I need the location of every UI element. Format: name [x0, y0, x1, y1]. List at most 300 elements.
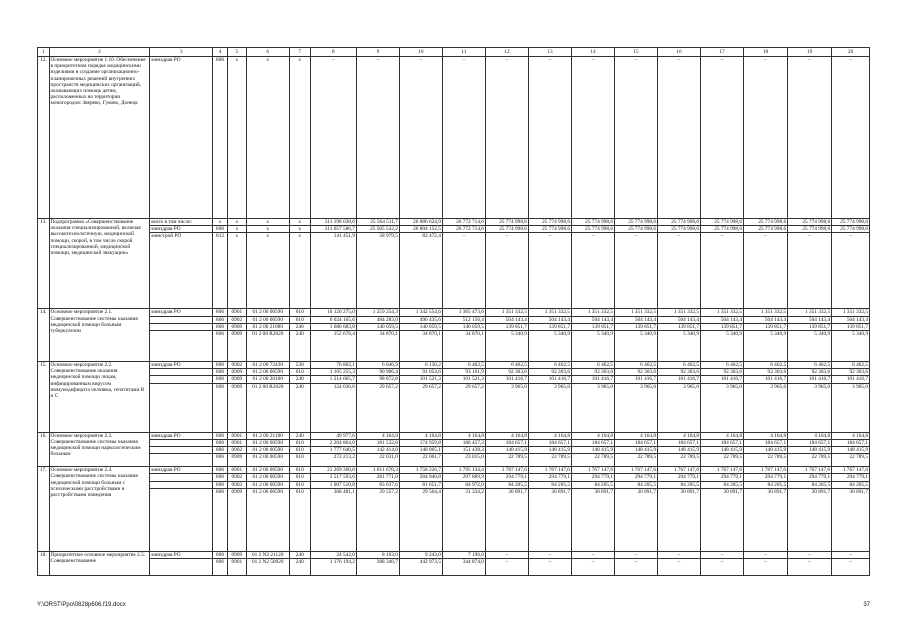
- year-amount-cell: 4 164,8: [571, 432, 614, 439]
- year-amount-cell: 34 870,1: [442, 331, 485, 362]
- executor-cell: [150, 454, 213, 467]
- expense-type-cell: 240: [289, 376, 310, 383]
- year-amount-cell: 34 870,1: [399, 331, 442, 362]
- grbs-code-cell: 806: [213, 559, 228, 576]
- year-amount-cell: –: [658, 57, 701, 219]
- grbs-code-cell: 806: [213, 316, 228, 323]
- expense-type-cell: 610: [289, 316, 310, 323]
- year-amount-cell: 139 851,7: [614, 323, 657, 330]
- year-amount-cell: 22 789,5: [528, 454, 571, 467]
- executor-cell: всего в том числе:: [150, 219, 213, 226]
- executor-cell: минздрав РО: [150, 362, 213, 369]
- table-row: [38, 323, 870, 330]
- year-amount-cell: 5 340,9: [701, 331, 744, 362]
- section-code-cell: 0902: [227, 447, 246, 454]
- year-amount-cell: –: [744, 57, 788, 219]
- table-row: [38, 474, 870, 481]
- target-article-cell: 01 2 00 00590: [246, 467, 289, 474]
- year-amount-cell: 22 789,5: [571, 454, 614, 467]
- section-code-cell: х: [227, 233, 246, 309]
- year-amount-cell: 297 889,9: [442, 474, 485, 481]
- expense-type-cell: х: [289, 226, 310, 233]
- executor-cell: минздрав РО: [150, 432, 213, 439]
- year-amount-cell: –: [571, 233, 614, 309]
- expense-type-cell: 610: [289, 439, 310, 446]
- executor-cell: минздрав РО: [150, 57, 213, 219]
- header-cell: 19: [788, 48, 832, 57]
- year-amount-cell: 1 351 332,5: [832, 309, 870, 316]
- target-article-cell: х: [246, 219, 289, 226]
- file-path: Y:\ORST\Ppo\0828p606.f19.docx: [37, 602, 126, 608]
- year-amount-cell: 101 416,7: [614, 376, 657, 383]
- year-amount-cell: 490 435,6: [399, 316, 442, 323]
- year-amount-cell: 6 462,5: [614, 362, 657, 369]
- year-amount-cell: –: [614, 551, 657, 558]
- year-amount-cell: –: [658, 559, 701, 576]
- grbs-code-cell: 806: [213, 369, 228, 376]
- grbs-code-cell: 806: [213, 447, 228, 454]
- table-row: [38, 481, 870, 488]
- year-amount-cell: 26 886 624,9: [399, 219, 442, 226]
- year-amount-cell: 6 462,5: [744, 362, 788, 369]
- executor-cell: [150, 447, 213, 454]
- executor-cell: [150, 376, 213, 383]
- year-amount-cell: –: [701, 559, 744, 576]
- section-code-cell: 0909: [227, 383, 246, 432]
- section-code-cell: 0902: [227, 474, 246, 481]
- year-amount-cell: 148 415,9: [614, 447, 657, 454]
- year-amount-cell: 25 774 998,6: [614, 226, 657, 233]
- budget-table-page: [37, 47, 870, 576]
- year-amount-cell: 101 416,7: [571, 376, 614, 383]
- header-cell: 14: [571, 48, 614, 57]
- year-amount-cell: 184 657,1: [744, 439, 788, 446]
- grbs-code-cell: 806: [213, 331, 228, 362]
- year-amount-cell: 25 774 998,6: [485, 226, 528, 233]
- year-amount-cell: 281 771,0: [356, 474, 399, 481]
- year-amount-cell: 25 774 998,6: [744, 219, 788, 226]
- year-amount-cell: 4 164,8: [788, 432, 832, 439]
- total-amount-cell: 311 057 586,7: [310, 226, 356, 233]
- year-amount-cell: 93 161,9: [442, 369, 485, 376]
- year-amount-cell: 7 196,0: [442, 551, 485, 558]
- year-amount-cell: –: [832, 559, 870, 576]
- year-amount-cell: 504 143,4: [744, 316, 788, 323]
- section-code-cell: 0909: [227, 331, 246, 362]
- section-code-cell: 0909: [227, 376, 246, 383]
- expense-type-cell: 240: [289, 559, 310, 576]
- year-amount-cell: 84 205,5: [832, 481, 870, 488]
- year-amount-cell: 148 415,9: [701, 447, 744, 454]
- year-amount-cell: 25 774 998,6: [485, 219, 528, 226]
- year-amount-cell: 1 351 332,5: [658, 309, 701, 316]
- total-amount-cell: 1 214 665,7: [310, 376, 356, 383]
- year-amount-cell: 101 521,3: [442, 376, 485, 383]
- year-amount-cell: 504 143,4: [788, 316, 832, 323]
- year-amount-cell: –: [614, 57, 657, 219]
- year-amount-cell: 92 303,6: [744, 369, 788, 376]
- year-amount-cell: 92 303,6: [528, 369, 571, 376]
- expense-type-cell: 240: [289, 383, 310, 432]
- expense-type-cell: 530: [289, 362, 310, 369]
- year-amount-cell: 26 772 714,6: [442, 219, 485, 226]
- row-number: 14.: [38, 309, 50, 362]
- year-amount-cell: –: [528, 551, 571, 558]
- year-amount-cell: 184 657,1: [701, 439, 744, 446]
- year-amount-cell: 1 767 147,6: [528, 467, 571, 474]
- section-code-cell: 0909: [227, 488, 246, 551]
- page-number: 37: [863, 602, 870, 608]
- table-row: [38, 331, 870, 362]
- year-amount-cell: 4 164,8: [528, 432, 571, 439]
- year-amount-cell: 5 340,9: [658, 331, 701, 362]
- year-amount-cell: 8 103,0: [356, 551, 399, 558]
- year-amount-cell: 148 415,9: [788, 447, 832, 454]
- year-amount-cell: 25 774 998,6: [614, 219, 657, 226]
- year-amount-cell: 139 851,7: [528, 323, 571, 330]
- year-amount-cell: 1 351 332,5: [571, 309, 614, 316]
- year-amount-cell: 5 340,9: [788, 331, 832, 362]
- year-amount-cell: 3 965,0: [614, 383, 657, 432]
- grbs-code-cell: х: [213, 219, 228, 226]
- year-amount-cell: 504 143,4: [528, 316, 571, 323]
- year-amount-cell: 1 767 147,6: [658, 467, 701, 474]
- year-amount-cell: 294 779,1: [571, 474, 614, 481]
- grbs-code-cell: 806: [213, 488, 228, 551]
- total-amount-cell: 76 802,1: [310, 362, 356, 369]
- total-amount-cell: 49 977,6: [310, 432, 356, 439]
- target-article-cell: х: [246, 57, 289, 219]
- target-article-cell: 01 2 00 R2020: [246, 331, 289, 362]
- grbs-code-cell: 806: [213, 226, 228, 233]
- grbs-code-cell: 806: [213, 57, 228, 219]
- year-amount-cell: 1 351 332,5: [744, 309, 788, 316]
- year-amount-cell: 142 414,0: [356, 447, 399, 454]
- total-amount-cell: 272 213,2: [310, 454, 356, 467]
- year-amount-cell: 4 164,8: [658, 432, 701, 439]
- executor-cell: минздрав РО: [150, 467, 213, 474]
- year-amount-cell: 1 758 226,7: [399, 467, 442, 474]
- year-amount-cell: 25 774 998,6: [528, 226, 571, 233]
- year-amount-cell: 284 940,8: [399, 474, 442, 481]
- year-amount-cell: 30 891,7: [614, 488, 657, 551]
- year-amount-cell: 58 979,5: [356, 233, 399, 309]
- year-amount-cell: 6 462,5: [658, 362, 701, 369]
- section-code-cell: 0909: [227, 323, 246, 330]
- year-amount-cell: 6 462,5: [832, 362, 870, 369]
- year-amount-cell: 294 779,1: [832, 474, 870, 481]
- section-code-cell: 0909: [227, 551, 246, 558]
- target-article-cell: 01 2 00 00590: [246, 447, 289, 454]
- year-amount-cell: 22 789,5: [832, 454, 870, 467]
- executor-cell: минздрав РО: [150, 551, 213, 558]
- executor-cell: [150, 559, 213, 576]
- year-amount-cell: 101 416,7: [744, 376, 788, 383]
- section-code-cell: 0901: [227, 467, 246, 474]
- table-row: [38, 376, 870, 383]
- table-row: [38, 226, 870, 233]
- year-amount-cell: 34 870,1: [356, 331, 399, 362]
- total-amount-cell: 1 105 255,3: [310, 369, 356, 376]
- year-amount-cell: 1 351 332,5: [788, 309, 832, 316]
- total-amount-cell: 152 678,4: [310, 331, 356, 362]
- table-row: [38, 57, 870, 219]
- year-amount-cell: 294 779,1: [528, 474, 571, 481]
- table-row: [38, 309, 870, 316]
- header-cell: 6: [246, 48, 289, 57]
- target-article-cell: 01 2 00 R2020: [246, 383, 289, 432]
- table-row: [38, 439, 870, 446]
- year-amount-cell: 25 564 511,7: [356, 219, 399, 226]
- year-amount-cell: 294 779,1: [658, 474, 701, 481]
- year-amount-cell: –: [701, 551, 744, 558]
- year-amount-cell: –: [788, 551, 832, 558]
- year-amount-cell: 5 340,9: [744, 331, 788, 362]
- target-article-cell: 01 2 00 00590: [246, 369, 289, 376]
- total-amount-cell: 124 036,6: [310, 383, 356, 432]
- year-amount-cell: 29 657,2: [399, 383, 442, 432]
- year-amount-cell: 5 340,9: [528, 331, 571, 362]
- year-amount-cell: 442 973,5: [399, 559, 442, 576]
- table-row: [38, 316, 870, 323]
- year-amount-cell: 1 351 332,5: [485, 309, 528, 316]
- year-amount-cell: 294 779,1: [701, 474, 744, 481]
- year-amount-cell: –: [701, 233, 744, 309]
- year-amount-cell: 29 564,4: [399, 488, 442, 551]
- executor-cell: [150, 474, 213, 481]
- expense-type-cell: х: [289, 57, 310, 219]
- total-amount-cell: –: [310, 57, 356, 219]
- year-amount-cell: 4 164,8: [399, 432, 442, 439]
- header-cell: 2: [49, 48, 150, 57]
- event-title: Подпрограмма «Совершенствование оказания специализированной, включая высокотехнологичную, медицинской помощи, скорой, в том числе скорой специализированной, медицинской помощи, медицинской эвакуации»: [49, 219, 150, 309]
- year-amount-cell: –: [399, 57, 442, 219]
- row-number: 18.: [38, 551, 50, 575]
- total-amount-cell: 368 481,1: [310, 488, 356, 551]
- grbs-code-cell: 806: [213, 432, 228, 439]
- year-amount-cell: –: [485, 57, 528, 219]
- year-amount-cell: 4 164,8: [442, 432, 485, 439]
- table-row: [38, 362, 870, 369]
- grbs-code-cell: 806: [213, 362, 228, 369]
- year-amount-cell: 504 143,4: [832, 316, 870, 323]
- year-amount-cell: –: [832, 57, 870, 219]
- year-amount-cell: 484 283,0: [356, 316, 399, 323]
- year-amount-cell: 25 774 998,6: [528, 219, 571, 226]
- year-amount-cell: 92 303,6: [614, 369, 657, 376]
- header-cell: 16: [658, 48, 701, 57]
- year-amount-cell: 6 130,2: [399, 362, 442, 369]
- target-article-cell: 01 2 00 00590: [246, 488, 289, 551]
- executor-cell: минздрав РО: [150, 309, 213, 316]
- year-amount-cell: 3 965,0: [744, 383, 788, 432]
- header-cell: 12: [485, 48, 528, 57]
- year-amount-cell: 22 789,5: [658, 454, 701, 467]
- year-amount-cell: 30 891,7: [788, 488, 832, 551]
- grbs-code-cell: 806: [213, 323, 228, 330]
- target-article-cell: 01 2 00 00590: [246, 454, 289, 467]
- year-amount-cell: 29 557,2: [356, 488, 399, 551]
- year-amount-cell: 139 851,7: [485, 323, 528, 330]
- target-article-cell: 01 2 00 00590: [246, 309, 289, 316]
- year-amount-cell: 83 037,6: [356, 481, 399, 488]
- header-cell: 20: [832, 48, 870, 57]
- year-amount-cell: 6 462,5: [571, 362, 614, 369]
- year-amount-cell: 4 164,8: [485, 432, 528, 439]
- year-amount-cell: 3 965,0: [571, 383, 614, 432]
- year-amount-cell: –: [485, 551, 528, 558]
- year-amount-cell: 25 774 998,6: [658, 219, 701, 226]
- year-amount-cell: 3 965,0: [528, 383, 571, 432]
- header-cell: 3: [150, 48, 213, 57]
- year-amount-cell: 84 205,5: [485, 481, 528, 488]
- grbs-code-cell: 806: [213, 454, 228, 467]
- year-amount-cell: 30 891,7: [701, 488, 744, 551]
- year-amount-cell: 22 789,5: [614, 454, 657, 467]
- section-code-cell: 0902: [227, 316, 246, 323]
- year-amount-cell: 84 205,5: [744, 481, 788, 488]
- year-amount-cell: 3 965,0: [832, 383, 870, 432]
- target-article-cell: 01 2 00 21100: [246, 432, 289, 439]
- section-code-cell: 0902: [227, 362, 246, 369]
- year-amount-cell: 101 416,7: [528, 376, 571, 383]
- year-amount-cell: 184 657,1: [571, 439, 614, 446]
- table-row: [38, 551, 870, 558]
- expense-type-cell: х: [289, 219, 310, 226]
- year-amount-cell: 25 774 998,6: [788, 219, 832, 226]
- year-amount-cell: 1 811 670,3: [356, 467, 399, 474]
- year-amount-cell: 31 334,2: [442, 488, 485, 551]
- year-amount-cell: –: [614, 559, 657, 576]
- year-amount-cell: 92 303,6: [832, 369, 870, 376]
- year-amount-cell: 25 774 998,6: [701, 219, 744, 226]
- table-row: [38, 233, 870, 309]
- executor-cell: [150, 383, 213, 432]
- executor-cell: [150, 369, 213, 376]
- year-amount-cell: –: [442, 233, 485, 309]
- expense-type-cell: 240: [289, 432, 310, 439]
- event-title: Основное мероприятие 2.1. Совершенствование системы оказания медицинской помощи больным туберкулезом: [49, 309, 150, 362]
- table-row: [38, 219, 870, 226]
- year-amount-cell: 3 965,0: [658, 383, 701, 432]
- expense-type-cell: 610: [289, 474, 310, 481]
- year-amount-cell: 294 779,1: [744, 474, 788, 481]
- year-amount-cell: 184 657,1: [788, 439, 832, 446]
- executor-cell: минздрав РО: [150, 226, 213, 233]
- year-amount-cell: 92 303,6: [701, 369, 744, 376]
- year-amount-cell: 101 416,7: [832, 376, 870, 383]
- year-amount-cell: 30 891,7: [528, 488, 571, 551]
- grbs-code-cell: 812: [213, 233, 228, 309]
- year-amount-cell: 92 303,6: [485, 369, 528, 376]
- year-amount-cell: –: [788, 233, 832, 309]
- year-amount-cell: 504 143,4: [701, 316, 744, 323]
- expense-type-cell: 610: [289, 481, 310, 488]
- year-amount-cell: –: [442, 57, 485, 219]
- year-amount-cell: 140 059,5: [399, 323, 442, 330]
- row-number: 12.: [38, 57, 50, 219]
- year-amount-cell: –: [701, 57, 744, 219]
- year-amount-cell: 344 874,0: [442, 559, 485, 576]
- executor-cell: [150, 488, 213, 551]
- year-amount-cell: 148 415,9: [658, 447, 701, 454]
- expense-type-cell: 610: [289, 447, 310, 454]
- year-amount-cell: 294 779,1: [614, 474, 657, 481]
- grbs-code-cell: 806: [213, 439, 228, 446]
- total-amount-cell: 16 120 275,0: [310, 309, 356, 316]
- target-article-cell: 01 2 00 72430: [246, 362, 289, 369]
- expense-type-cell: 240: [289, 331, 310, 362]
- year-amount-cell: 25 774 998,6: [571, 219, 614, 226]
- year-amount-cell: 139 851,7: [658, 323, 701, 330]
- year-amount-cell: 148 415,9: [832, 447, 870, 454]
- year-amount-cell: 148 415,9: [485, 447, 528, 454]
- year-amount-cell: 92 303,6: [571, 369, 614, 376]
- year-amount-cell: 139 851,7: [832, 323, 870, 330]
- year-amount-cell: 101 416,7: [788, 376, 832, 383]
- year-amount-cell: 504 143,4: [614, 316, 657, 323]
- year-amount-cell: 388 346,7: [356, 559, 399, 576]
- year-amount-cell: –: [614, 233, 657, 309]
- total-amount-cell: 1 777 640,5: [310, 447, 356, 454]
- year-amount-cell: 30 891,7: [485, 488, 528, 551]
- year-amount-cell: 6 046,9: [356, 362, 399, 369]
- event-title: Основное мероприятие 2.2. Совершенствование оказания медицинской помощи лицам, инфицированным вирусом иммунодефицита человека, гепатитами В и С: [49, 362, 150, 433]
- year-amount-cell: –: [528, 559, 571, 576]
- year-amount-cell: 4 164,8: [832, 432, 870, 439]
- executor-cell: [150, 481, 213, 488]
- grbs-code-cell: 806: [213, 383, 228, 432]
- section-code-cell: х: [227, 219, 246, 226]
- year-amount-cell: 30 891,7: [744, 488, 788, 551]
- expense-type-cell: 610: [289, 488, 310, 551]
- year-amount-cell: 504 143,4: [571, 316, 614, 323]
- header-cell: 10: [399, 48, 442, 57]
- year-amount-cell: 6 462,5: [788, 362, 832, 369]
- year-amount-cell: 82 472,4: [399, 233, 442, 309]
- header-cell: 13: [528, 48, 571, 57]
- year-amount-cell: 9 243,0: [399, 551, 442, 558]
- expense-type-cell: 610: [289, 309, 310, 316]
- year-amount-cell: 186 457,3: [442, 439, 485, 446]
- header-cell: 17: [701, 48, 744, 57]
- year-amount-cell: 3 965,0: [788, 383, 832, 432]
- year-amount-cell: 1 767 147,6: [744, 467, 788, 474]
- year-amount-cell: 184 657,1: [485, 439, 528, 446]
- year-amount-cell: –: [788, 559, 832, 576]
- year-amount-cell: 84 972,0: [442, 481, 485, 488]
- year-amount-cell: 1 365 473,6: [442, 309, 485, 316]
- year-amount-cell: –: [658, 233, 701, 309]
- section-code-cell: 0909: [227, 369, 246, 376]
- total-amount-cell: 1 680 683,8: [310, 323, 356, 330]
- executor-cell: минстрой РО: [150, 233, 213, 309]
- target-article-cell: 01 2 N2 21120: [246, 551, 289, 558]
- total-amount-cell: 3 517 593,6: [310, 474, 356, 481]
- expense-type-cell: 610: [289, 369, 310, 376]
- year-amount-cell: 22 789,5: [744, 454, 788, 467]
- total-amount-cell: 141 451,9: [310, 233, 356, 309]
- section-code-cell: 0901: [227, 439, 246, 446]
- year-amount-cell: 139 851,7: [788, 323, 832, 330]
- section-code-cell: 0909: [227, 454, 246, 467]
- year-amount-cell: 4 164,8: [744, 432, 788, 439]
- year-amount-cell: –: [571, 551, 614, 558]
- year-amount-cell: –: [485, 233, 528, 309]
- year-amount-cell: 4 164,8: [614, 432, 657, 439]
- year-amount-cell: 184 657,1: [832, 439, 870, 446]
- expense-type-cell: 610: [289, 467, 310, 474]
